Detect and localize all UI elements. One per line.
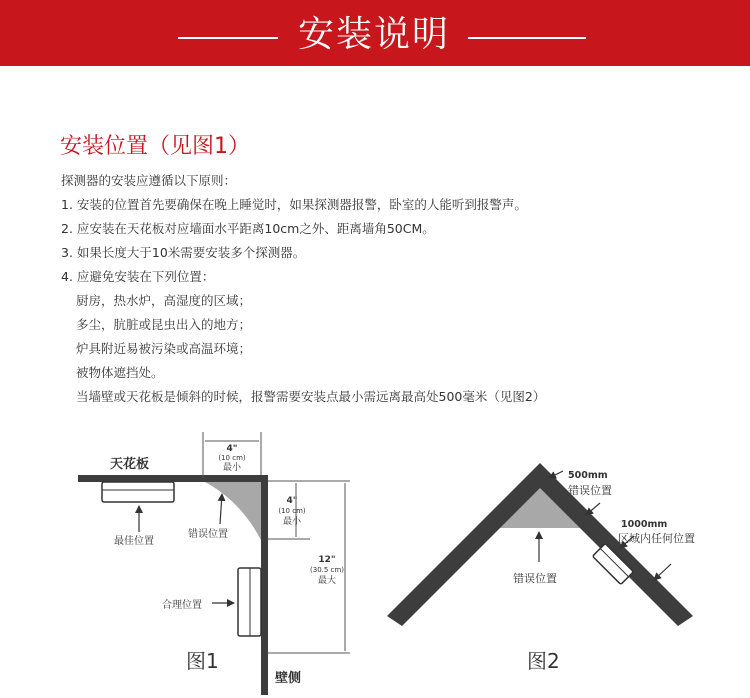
rule-item-3: 3. 如果长度大于10米需要安装多个探测器。 [61,245,306,260]
figure-2 [387,463,695,673]
section-title: 安装位置（见图1） [60,134,250,159]
fig1-best-label: 最佳位置 [114,536,154,547]
banner-title: 安装说明 [297,14,450,55]
fig2-wrong-top-label: 错误位置 [568,484,612,497]
rule-item-2: 2. 应安装在天花板对应墙面水平距离10cm之外、距离墙角50CM。 [61,221,435,236]
fig2-any-zone-label: 区域内任何位置 [618,532,695,545]
fig1-dim-wall-metric: (30.5 cm) [310,566,344,574]
fig1-wall-label: 壁侧 [275,671,302,686]
fig2-wrong-top-arrow [586,503,600,515]
fig1-dim-wall-note: 最大 [317,576,337,586]
fig1-dim-top-note: 最小 [222,463,242,473]
rule-subitem-4: 被物体遮挡处。 [76,365,164,380]
rules-intro: 探测器的安装应遵循以下原则： [61,173,237,188]
fig2-zone-arrow [654,564,671,580]
fig1-dim-side-value: 4" [286,496,298,506]
fig2-dist-1000: 1000mm [621,519,668,530]
rule-subitem-2: 多尘，肮脏或昆虫出入的地方； [76,317,252,332]
fig2-caption: 图2 [527,649,560,673]
fig1-caption: 图1 [186,649,219,673]
fig2-wrong-label: 错误位置 [513,572,557,585]
fig1-ceiling-label: 天花板 [110,457,150,472]
fig1-ceiling-detector [102,482,174,502]
rule-item-1: 1. 安装的位置首先要确保在晚上睡觉时，如果探测器报警，卧室的人能听到报警声。 [61,197,527,212]
rule-subitem-3: 炉具附近易被污染或高温环境； [76,341,252,356]
fig1-wall [261,475,268,695]
fig1-ceiling [78,475,268,482]
rule-subitem-1: 厨房，热水炉，高湿度的区域； [76,293,252,308]
fig1-ok-label: 合理位置 [162,600,202,611]
fig1-dim-wall-value: 12" [318,555,336,565]
fig1-dim-side-note: 最小 [282,517,302,527]
fig1-dim-top-value: 4" [226,444,238,454]
fig1-dim-top-metric: (10 cm) [218,454,246,462]
fig1-wrong-label: 错误位置 [188,529,228,540]
rule-item-4: 4. 应避免安装在下列位置： [61,269,215,284]
rule-subitem-5: 当墙壁或天花板是倾斜的时候，报警需要安装点最小需远离最高处500毫米（见图2） [76,389,546,404]
fig2-dist-500: 500mm [568,470,608,481]
fig1-wrong-arrow [220,494,222,524]
fig1-dim-side-metric: (10 cm) [278,507,306,515]
figure-1 [78,432,350,695]
